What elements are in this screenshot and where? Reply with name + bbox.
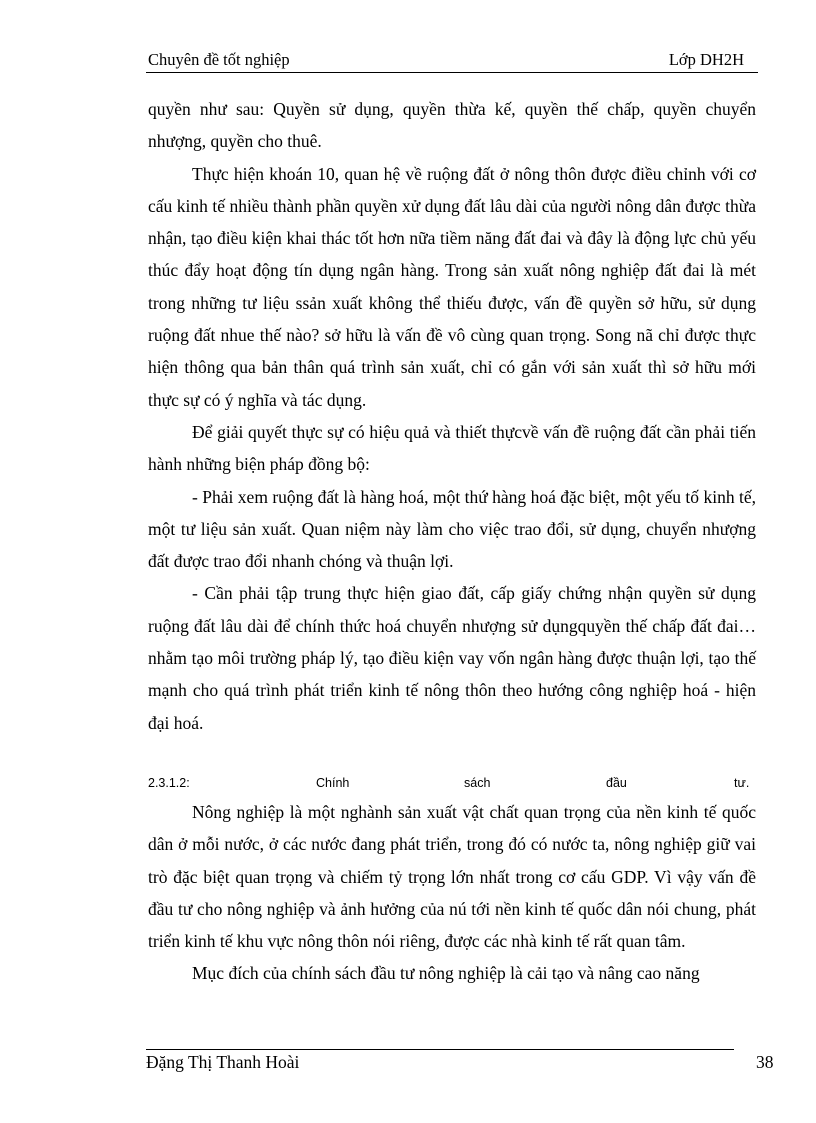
paragraph: Nông nghiệp là một nghành sản xuất vật chất quan trọng của nền kinh tế quốc dân ở mỗi nước, ở các nước đang phát triển, trong đó có nước ta, nông nghiệp giữ vai trò đặc biệt quan trọng và chiếm tỷ trọng lớn nhất trong cơ cấu GDP. Vì vậy vấn đề đầu tư cho nông nghiệp và ảnh hưởng của nú tới nền kinh tế quốc dân nói chung, phát triển kinh tế khu vực nông thôn nói riêng, được các nhà kinh tế rất quan tâm. xyxy=(148,802,756,952)
body-text xyxy=(148,93,756,739)
paragraph: Thực hiện khoán 10, quan hệ về ruộng đất ở nông thôn được điều chỉnh với cơ cấu kinh tế nhiều thành phần quyền xử dụng đất lâu dài của người nông dân được thừa nhận, tạo điều kiện khai thác tốt hơn nữa tiềm năng đất đai và đây là động lực chủ yếu thúc đẩy hoạt động tín dụng ngân hàng. Trong sản xuất nông nghiệp đất đai là mét trong những tư liệu ssản xuất không thể thiếu được, vấn đề quyền sở hữu, sử dụng ruộng đất nhue thế nào? sở hữu là vấn đề vô cùng quan trọng. Song nã chỉ được thực hiện thông qua bản thân quá trình sản xuất, chỉ có gắn với sản xuất thì sở hữu mới thực sự có ý nghĩa và tác dụng. xyxy=(148,163,756,410)
section-word: đầu xyxy=(606,776,627,790)
paragraph: Để giải quyết thực sự có hiệu quả và thiết thựcvề vấn đề ruộng đất cần phải tiến hành những biện pháp đồng bộ: xyxy=(148,421,756,475)
list-item: - Phải xem ruộng đất là hàng hoá, một thứ hàng hoá đặc biệt, một yếu tố kinh tế, một tư liệu sản xuất. Quan niệm này làm cho việc trao đổi, sử dụng, chuyển nhượng đất được trao đổi nhanh chóng và thuận lợi. xyxy=(148,486,756,572)
paragraph: Mục đích của chính sách đầu tư nông nghiệp là cải tạo và nâng cao năng xyxy=(192,963,700,984)
section-word: Chính xyxy=(316,776,350,790)
section-word: sách xyxy=(464,776,491,790)
header-class: Lớp DH2H xyxy=(668,50,744,69)
section-word: tư. xyxy=(734,776,750,790)
page-header xyxy=(146,46,758,73)
paragraph: quyền như sau: Quyền sử dụng, quyền thừa kế, quyền thế chấp, quyền chuyển nhượng, quyền cho thuê. xyxy=(148,99,756,152)
page-number: 38 xyxy=(756,1052,774,1072)
section-number: 2.3.1.2: xyxy=(148,776,190,790)
header-title: Chuyên đề tốt nghiệp xyxy=(148,50,290,69)
section-heading xyxy=(146,772,758,796)
footer-author: Đặng Thị Thanh Hoài xyxy=(146,1052,300,1072)
footer-divider xyxy=(146,1049,734,1050)
body-text-2 xyxy=(148,796,756,990)
list-item: - Cần phải tập trung thực hiện giao đất, cấp giấy chứng nhận quyền sử dụng ruộng đất lâu dài để chính thức hoá chuyển nhượng sử dụngquyền thế chấp đất đai… nhằm tạo môi trường pháp lý, tạo điều kiện vay vốn ngân hàng được thuận lợi, tạo thế mạnh cho quá trình phát triển kinh tế nông thôn theo hướng công nghiệp hoá - hiện đại hoá. xyxy=(148,583,756,733)
